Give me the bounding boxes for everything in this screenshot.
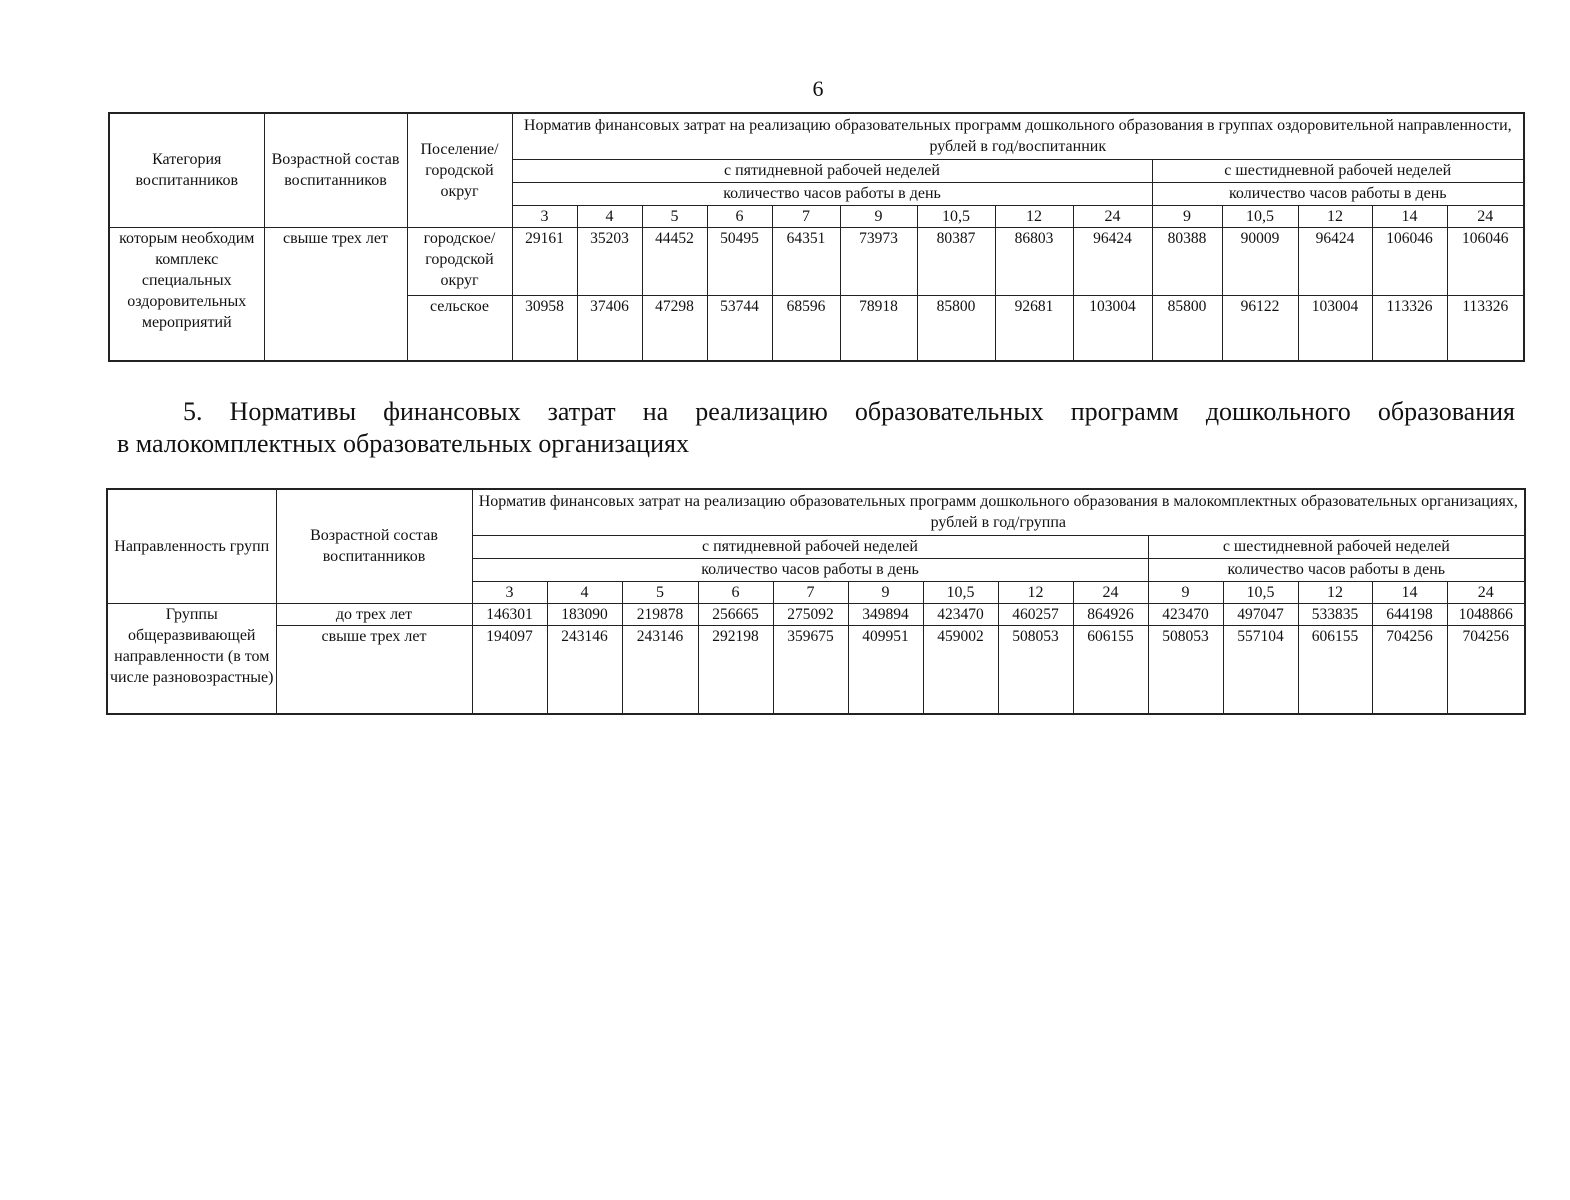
value-cell: 409951 <box>848 626 923 714</box>
hours-cell: 6 <box>707 205 772 227</box>
hours-cell: 3 <box>472 581 547 603</box>
direction-cell: Группы общеразвивающей направленности (в том числе разновозрастные) <box>107 603 276 713</box>
value-cell: 96424 <box>1073 227 1152 295</box>
age-cell: свыше трех лет <box>276 626 472 714</box>
value-cell: 85800 <box>917 295 995 361</box>
hours-cell: 9 <box>1148 581 1223 603</box>
value-cell: 53744 <box>707 295 772 361</box>
value-cell: 459002 <box>923 626 998 714</box>
header-hours-per-day: количество часов работы в день <box>1148 558 1525 581</box>
value-cell: 704256 <box>1372 626 1447 714</box>
header-age-composition: Возрастной состав воспитанников <box>276 489 472 603</box>
value-cell: 508053 <box>1148 626 1223 714</box>
value-cell: 256665 <box>698 603 773 625</box>
hours-cell: 5 <box>622 581 698 603</box>
value-cell: 508053 <box>998 626 1073 714</box>
header-hours-per-day: количество часов работы в день <box>1152 182 1524 205</box>
value-cell: 86803 <box>995 227 1073 295</box>
header-age-composition: Возрастной состав воспитанников <box>264 113 407 227</box>
hours-cell: 9 <box>840 205 917 227</box>
value-cell: 243146 <box>622 626 698 714</box>
value-cell: 44452 <box>642 227 707 295</box>
table-row <box>107 603 1525 625</box>
header-hours-per-day: количество часов работы в день <box>512 182 1152 205</box>
value-cell: 103004 <box>1298 295 1372 361</box>
hours-cell: 10,5 <box>917 205 995 227</box>
hours-cell: 24 <box>1073 205 1152 227</box>
value-cell: 359675 <box>773 626 848 714</box>
hours-cell: 14 <box>1372 581 1447 603</box>
settlement-cell: сельское <box>407 295 512 361</box>
table-row <box>107 626 1525 714</box>
value-cell: 73973 <box>840 227 917 295</box>
value-cell: 292198 <box>698 626 773 714</box>
value-cell: 275092 <box>773 603 848 625</box>
age-cell: свыше трех лет <box>264 227 407 361</box>
value-cell: 103004 <box>1073 295 1152 361</box>
hours-cell: 9 <box>848 581 923 603</box>
header-hours-per-day: количество часов работы в день <box>472 558 1148 581</box>
value-cell: 80388 <box>1152 227 1222 295</box>
value-cell: 96122 <box>1222 295 1298 361</box>
value-cell: 106046 <box>1447 227 1524 295</box>
header-settlement: Поселение/ городской округ <box>407 113 512 227</box>
header-norm-title: Норматив финансовых затрат на реализацию образовательных программ дошкольного образования в группах оздоровительной направленности, рублей в год/воспитанник <box>512 113 1524 159</box>
value-cell: 183090 <box>547 603 622 625</box>
hours-cell: 10,5 <box>1223 581 1298 603</box>
header-group-direction: Направленность групп <box>107 489 276 603</box>
header-norm-title: Норматив финансовых затрат на реализацию образовательных программ дошкольного образования в малокомплектных образовательных организациях, рублей в год/группа <box>472 489 1525 535</box>
hours-cell: 4 <box>577 205 642 227</box>
category-cell: которым необходим комплекс специальных оздоровительных мероприятий <box>109 227 264 361</box>
value-cell: 90009 <box>1222 227 1298 295</box>
hours-cell: 24 <box>1447 581 1525 603</box>
value-cell: 96424 <box>1298 227 1372 295</box>
hours-cell: 3 <box>512 205 577 227</box>
value-cell: 47298 <box>642 295 707 361</box>
value-cell: 146301 <box>472 603 547 625</box>
value-cell: 460257 <box>998 603 1073 625</box>
value-cell: 50495 <box>707 227 772 295</box>
value-cell: 37406 <box>577 295 642 361</box>
hours-cell: 12 <box>995 205 1073 227</box>
value-cell: 92681 <box>995 295 1073 361</box>
value-cell: 29161 <box>512 227 577 295</box>
value-cell: 423470 <box>1148 603 1223 625</box>
hours-cell: 9 <box>1152 205 1222 227</box>
value-cell: 864926 <box>1073 603 1148 625</box>
age-cell: до трех лет <box>276 603 472 625</box>
hours-cell: 24 <box>1073 581 1148 603</box>
settlement-cell: городское/ городской округ <box>407 227 512 295</box>
health-groups-norm-table <box>108 112 1525 362</box>
hours-cell: 5 <box>642 205 707 227</box>
value-cell: 533835 <box>1298 603 1372 625</box>
hours-cell: 10,5 <box>1222 205 1298 227</box>
value-cell: 349894 <box>848 603 923 625</box>
hours-cell: 24 <box>1447 205 1524 227</box>
value-cell: 106046 <box>1372 227 1447 295</box>
header-six-day-week: с шестидневной рабочей неделей <box>1148 535 1525 558</box>
header-category: Категория воспитанников <box>109 113 264 227</box>
value-cell: 606155 <box>1073 626 1148 714</box>
section-5-title-line-2: в малокомплектных образовательных организациях <box>117 429 689 458</box>
value-cell: 194097 <box>472 626 547 714</box>
section-5-title-line-1: 5. Нормативы финансовых затрат на реализацию образовательных программ дошкольного образования <box>183 397 1515 426</box>
page-number: 6 <box>812 76 824 101</box>
hours-cell: 12 <box>1298 581 1372 603</box>
header-six-day-week: с шестидневной рабочей неделей <box>1152 159 1524 182</box>
value-cell: 68596 <box>772 295 840 361</box>
value-cell: 64351 <box>772 227 840 295</box>
small-organizations-norm-table <box>106 488 1526 715</box>
value-cell: 30958 <box>512 295 577 361</box>
value-cell: 113326 <box>1447 295 1524 361</box>
header-five-day-week: с пятидневной рабочей неделей <box>512 159 1152 182</box>
value-cell: 85800 <box>1152 295 1222 361</box>
hours-cell: 7 <box>772 205 840 227</box>
header-five-day-week: с пятидневной рабочей неделей <box>472 535 1148 558</box>
value-cell: 219878 <box>622 603 698 625</box>
hours-cell: 6 <box>698 581 773 603</box>
value-cell: 113326 <box>1372 295 1447 361</box>
value-cell: 423470 <box>923 603 998 625</box>
value-cell: 557104 <box>1223 626 1298 714</box>
hours-cell: 12 <box>998 581 1073 603</box>
hours-cell: 4 <box>547 581 622 603</box>
hours-cell: 10,5 <box>923 581 998 603</box>
value-cell: 704256 <box>1447 626 1525 714</box>
hours-cell: 12 <box>1298 205 1372 227</box>
value-cell: 1048866 <box>1447 603 1525 625</box>
hours-cell: 7 <box>773 581 848 603</box>
value-cell: 644198 <box>1372 603 1447 625</box>
value-cell: 80387 <box>917 227 995 295</box>
value-cell: 35203 <box>577 227 642 295</box>
value-cell: 78918 <box>840 295 917 361</box>
hours-cell: 14 <box>1372 205 1447 227</box>
table-row <box>109 227 1524 295</box>
value-cell: 243146 <box>547 626 622 714</box>
value-cell: 497047 <box>1223 603 1298 625</box>
value-cell: 606155 <box>1298 626 1372 714</box>
